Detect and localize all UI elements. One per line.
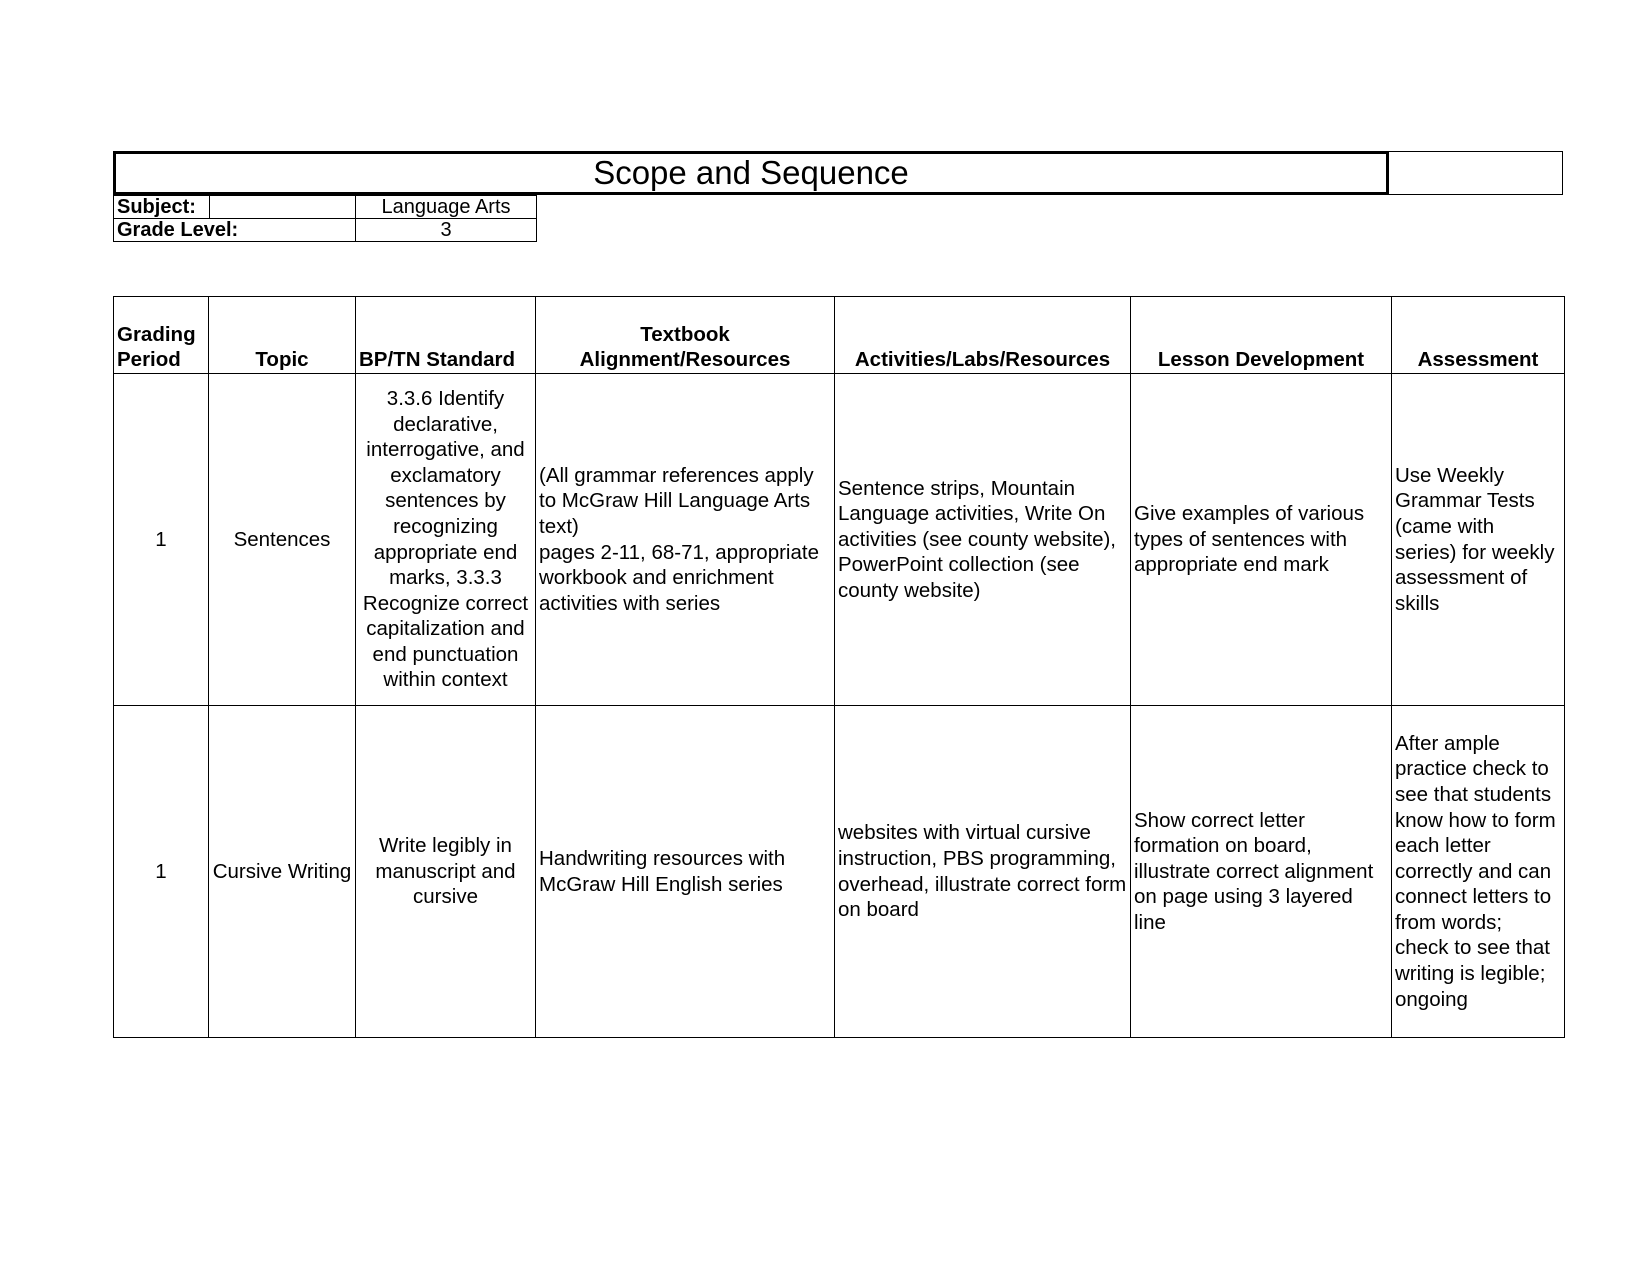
header-row <box>114 297 1565 374</box>
cell-standard: Write legibly in manuscript and cursive <box>356 706 536 1038</box>
subject-value: Language Arts <box>356 196 537 219</box>
header-activities: Activities/Labs/Resources <box>835 297 1131 374</box>
cell-topic: Cursive Writing <box>209 706 356 1038</box>
header-topic: Topic <box>209 297 356 374</box>
subject-spacer <box>210 196 356 219</box>
grade-row <box>114 219 537 242</box>
scope-table <box>113 296 1565 1038</box>
header-lesson: Lesson Development <box>1131 297 1392 374</box>
cell-textbook: (All grammar references apply to McGraw Hill Language Arts text) pages 2-11, 68-71, appropriate workbook and enrichment activities with series <box>536 374 835 706</box>
table-row <box>114 706 1565 1038</box>
cell-lesson: Give examples of various types of sentences with appropriate end mark <box>1131 374 1392 706</box>
meta-table <box>113 195 537 242</box>
cell-period: 1 <box>114 374 209 706</box>
cell-assessment: Use Weekly Grammar Tests (came with series) for weekly assessment of skills <box>1392 374 1565 706</box>
subject-label: Subject: <box>114 196 210 219</box>
header-assessment: Assessment <box>1392 297 1565 374</box>
cell-activities: websites with virtual cursive instruction, PBS programming, overhead, illustrate correct form on board <box>835 706 1131 1038</box>
cell-standard: 3.3.6 Identify declarative, interrogative, and exclamatory sentences by recognizing appropriate end marks, 3.3.3 Recognize correct capitalization and end punctuation within context <box>356 374 536 706</box>
title-side-cell <box>1389 151 1563 195</box>
subject-row <box>114 196 537 219</box>
table-row <box>114 374 1565 706</box>
cell-activities: Sentence strips, Mountain Language activities, Write On activities (see county website), PowerPoint collection (see county website) <box>835 374 1131 706</box>
cell-assessment: After ample practice check to see that students know how to form each letter correctly and can connect letters to from words; check to see that writing is legible; ongoing <box>1392 706 1565 1038</box>
header-textbook: Textbook Alignment/Resources <box>536 297 835 374</box>
cell-lesson: Show correct letter formation on board, illustrate correct alignment on page using 3 layered line <box>1131 706 1392 1038</box>
header-standard: BP/TN Standard <box>356 297 536 374</box>
cell-period: 1 <box>114 706 209 1038</box>
grade-label: Grade Level: <box>114 219 356 242</box>
header-grading-period: Grading Period <box>114 297 209 374</box>
cell-textbook: Handwriting resources with McGraw Hill English series <box>536 706 835 1038</box>
page-title: Scope and Sequence <box>113 151 1389 195</box>
grade-value: 3 <box>356 219 537 242</box>
cell-topic: Sentences <box>209 374 356 706</box>
